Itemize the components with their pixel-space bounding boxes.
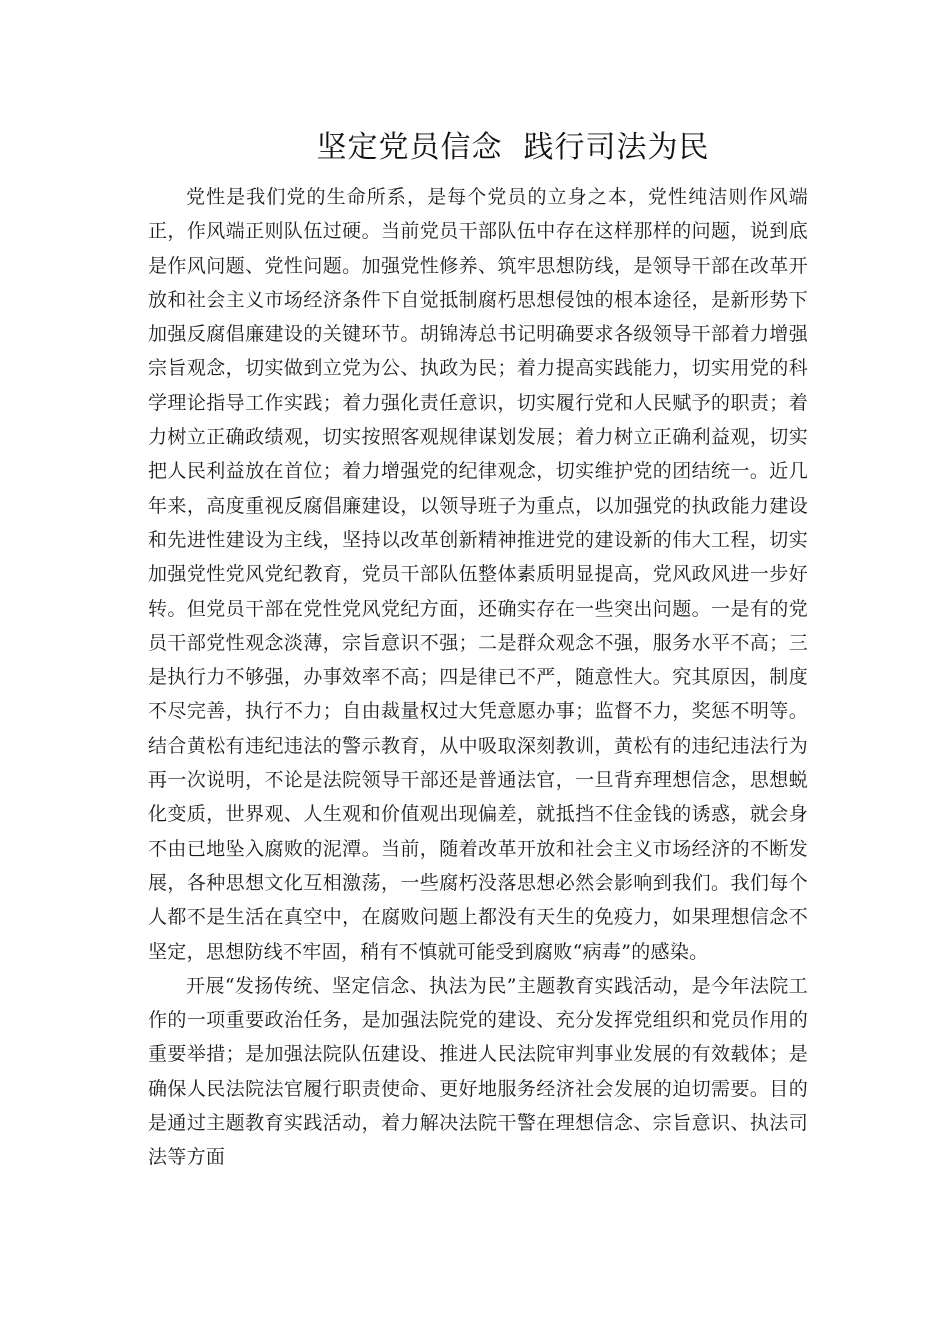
- paragraph-2: 开展“发扬传统、坚定信念、执法为民”主题教育实践活动，是今年法院工作的一项重要政治任务，是加强法院党的建设、充分发挥党组织和党员作用的重要举措；是加强法院队伍建设、推进人民法院审判事业发展的有效载体；是确保人民法院法官履行职责使命、更好地服务经济社会发展的迫切需要。目的是通过主题教育实践活动，着力解决法院干警在理想信念、宗旨意识、执法司法等方面: [148, 974, 808, 1169]
- document-body: [148, 180, 808, 1175]
- paragraph-1: 党性是我们党的生命所系，是每个党员的立身之本，党性纯洁则作风端正，作风端正则队伍过硬。当前党员干部队伍中存在这样那样的问题，说到底是作风问题、党性问题。加强党性修养、筑牢思想防线，是领导干部在改革开放和社会主义市场经济条件下自觉抵制腐朽思想侵蚀的根本途径，是新形势下加强反腐倡廉建设的关键环节。胡锦涛总书记明确要求各级领导干部着力增强宗旨观念，切实做到立党为公、执政为民；着力提高实践能力，切实用党的科学理论指导工作实践；着力强化责任意识，切实履行党和人民赋予的职责；着力树立正确政绩观，切实按照客观规律谋划发展；着力树立正确利益观，切实把人民利益放在首位；着力增强党的纪律观念，切实维护党的团结统一。近几年来，高度重视反腐倡廉建设，以领导班子为重点，以加强党的执政能力建设和先进性建设为主线，坚持以改革创新精神推进党的建设新的伟大工程，切实加强党性党风党纪教育，党员干部队伍整体素质明显提高，党风政风进一步好转。但党员干部在党性党风党纪方面，还确实存在一些突出问题。一是有的党员干部党性观念淡薄，宗旨意识不强；二是群众观念不强，服务水平不高；三是执行力不够强，办事效率不高；四是律已不严，随意性大。究其原因，制度不尽完善，执行不力；自由裁量权过大凭意愿办事；监督不力，奖惩不明等。结合黄松有违纪违法的警示教育，从中吸取深刻教训，黄松有的违纪违法行为再一次说明，不论是法院领导干部还是普通法官，一旦背弃理想信念，思想蜕化变质，世界观、人生观和价值观出现偏差，就抵挡不住金钱的诱惑，就会身不由已地坠入腐败的泥潭。当前，随着改革开放和社会主义市场经济的不断发展，各种思想文化互相激荡，一些腐朽没落思想必然会影响到我们。我们每个人都不是生活在真空中，在腐败问题上都没有天生的免疫力，如果理想信念不坚定，思想防线不牢固，稍有不慎就可能受到腐败“病毒”的感染。: [148, 186, 808, 963]
- document-title: 坚定党员信念 践行司法为民: [316, 130, 710, 165]
